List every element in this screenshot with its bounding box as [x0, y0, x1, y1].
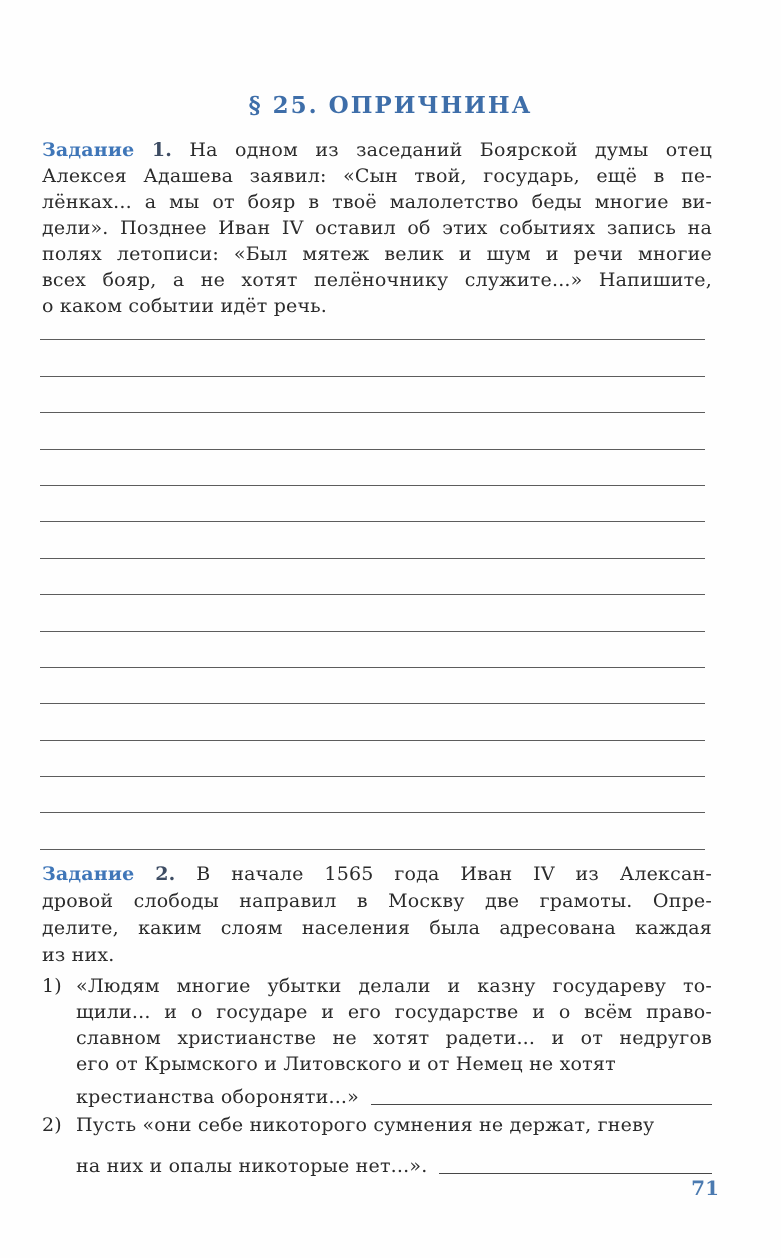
task1-line: дели». Позднее Иван IV оставил об этих событиях запись на — [42, 217, 712, 239]
task1-label: Задание — [42, 139, 135, 161]
task2-line — [42, 861, 712, 888]
answer-writing-line — [40, 704, 705, 740]
task2-label: Задание — [42, 863, 135, 885]
task2-number: 2. — [155, 863, 176, 885]
answer-writing-line — [40, 450, 705, 486]
item2-marker: 2) — [42, 1114, 62, 1136]
section-title: § 25. ОПРИЧНИНА — [248, 92, 533, 119]
item1-answer-row — [76, 1084, 712, 1110]
item1-answer-rule — [371, 1104, 712, 1105]
answer-writing-line — [40, 522, 705, 558]
task1-number: 1. — [151, 139, 173, 161]
answer-writing-line — [40, 668, 705, 704]
item2-tail-text: на них и опалы никоторые нет...». — [76, 1155, 428, 1177]
task1-line: всех бояр, а не хотят пелёночнику служите...» Напишите, — [42, 269, 712, 291]
task2-item-2 — [42, 1112, 712, 1179]
answer-writing-line — [40, 777, 705, 813]
item1-line: его от Крымского и Литовского и от Немец не хотят — [76, 1053, 616, 1075]
item1-line: славном христианстве не хотят радети... и от недругов — [76, 1027, 712, 1049]
item2-line: Пусть «они себе никоторого сумнения не держат, гневу — [76, 1114, 655, 1136]
answer-writing-line — [40, 413, 705, 449]
answer-writing-line — [40, 340, 705, 376]
task1-answer-lines — [40, 304, 705, 850]
task1-line: о каком событии идёт речь. — [42, 295, 328, 317]
task2-line: делите, каким слоям населения была адресована каждая — [42, 917, 712, 939]
item2-answer-rule — [439, 1173, 712, 1174]
task2-item-1 — [42, 973, 712, 1110]
answer-writing-line — [40, 813, 705, 849]
task2-text: В начале 1565 года Иван IV из Алексан- — [196, 863, 712, 885]
answer-writing-line — [40, 304, 705, 340]
task2-line: из них. — [42, 944, 115, 966]
item1-line: «Людям многие убытки делали и казну государеву то- — [76, 975, 712, 997]
answer-writing-line — [40, 377, 705, 413]
item1-marker: 1) — [42, 975, 62, 997]
task2-line: дровой слободы направил в Москву две грамоты. Опре- — [42, 890, 712, 912]
task1-paragraph — [42, 137, 712, 319]
task1-line: лёнках... а мы от бояр в твоё малолетство беды многие ви- — [42, 191, 712, 213]
task1-line — [42, 137, 712, 163]
page-number: 71 — [691, 1176, 719, 1200]
task1-line: Алексея Адашева заявил: «Сын твой, государь, ещё в пе- — [42, 165, 712, 187]
item2-answer-row — [76, 1153, 712, 1179]
task2-paragraph — [42, 861, 712, 969]
answer-writing-line — [40, 595, 705, 631]
task1-line: полях летописи: «Был мятеж велик и шум и речи многие — [42, 243, 712, 265]
item1-tail-text: крестианства обороняти...» — [76, 1086, 359, 1108]
answer-writing-line — [40, 741, 705, 777]
answer-writing-line — [40, 486, 705, 522]
task1-text: На одном из заседаний Боярской думы отец — [189, 139, 712, 161]
answer-writing-line — [40, 559, 705, 595]
answer-writing-line — [40, 632, 705, 668]
item1-line: щили... и о государе и его государстве и о всём право- — [76, 1001, 712, 1023]
